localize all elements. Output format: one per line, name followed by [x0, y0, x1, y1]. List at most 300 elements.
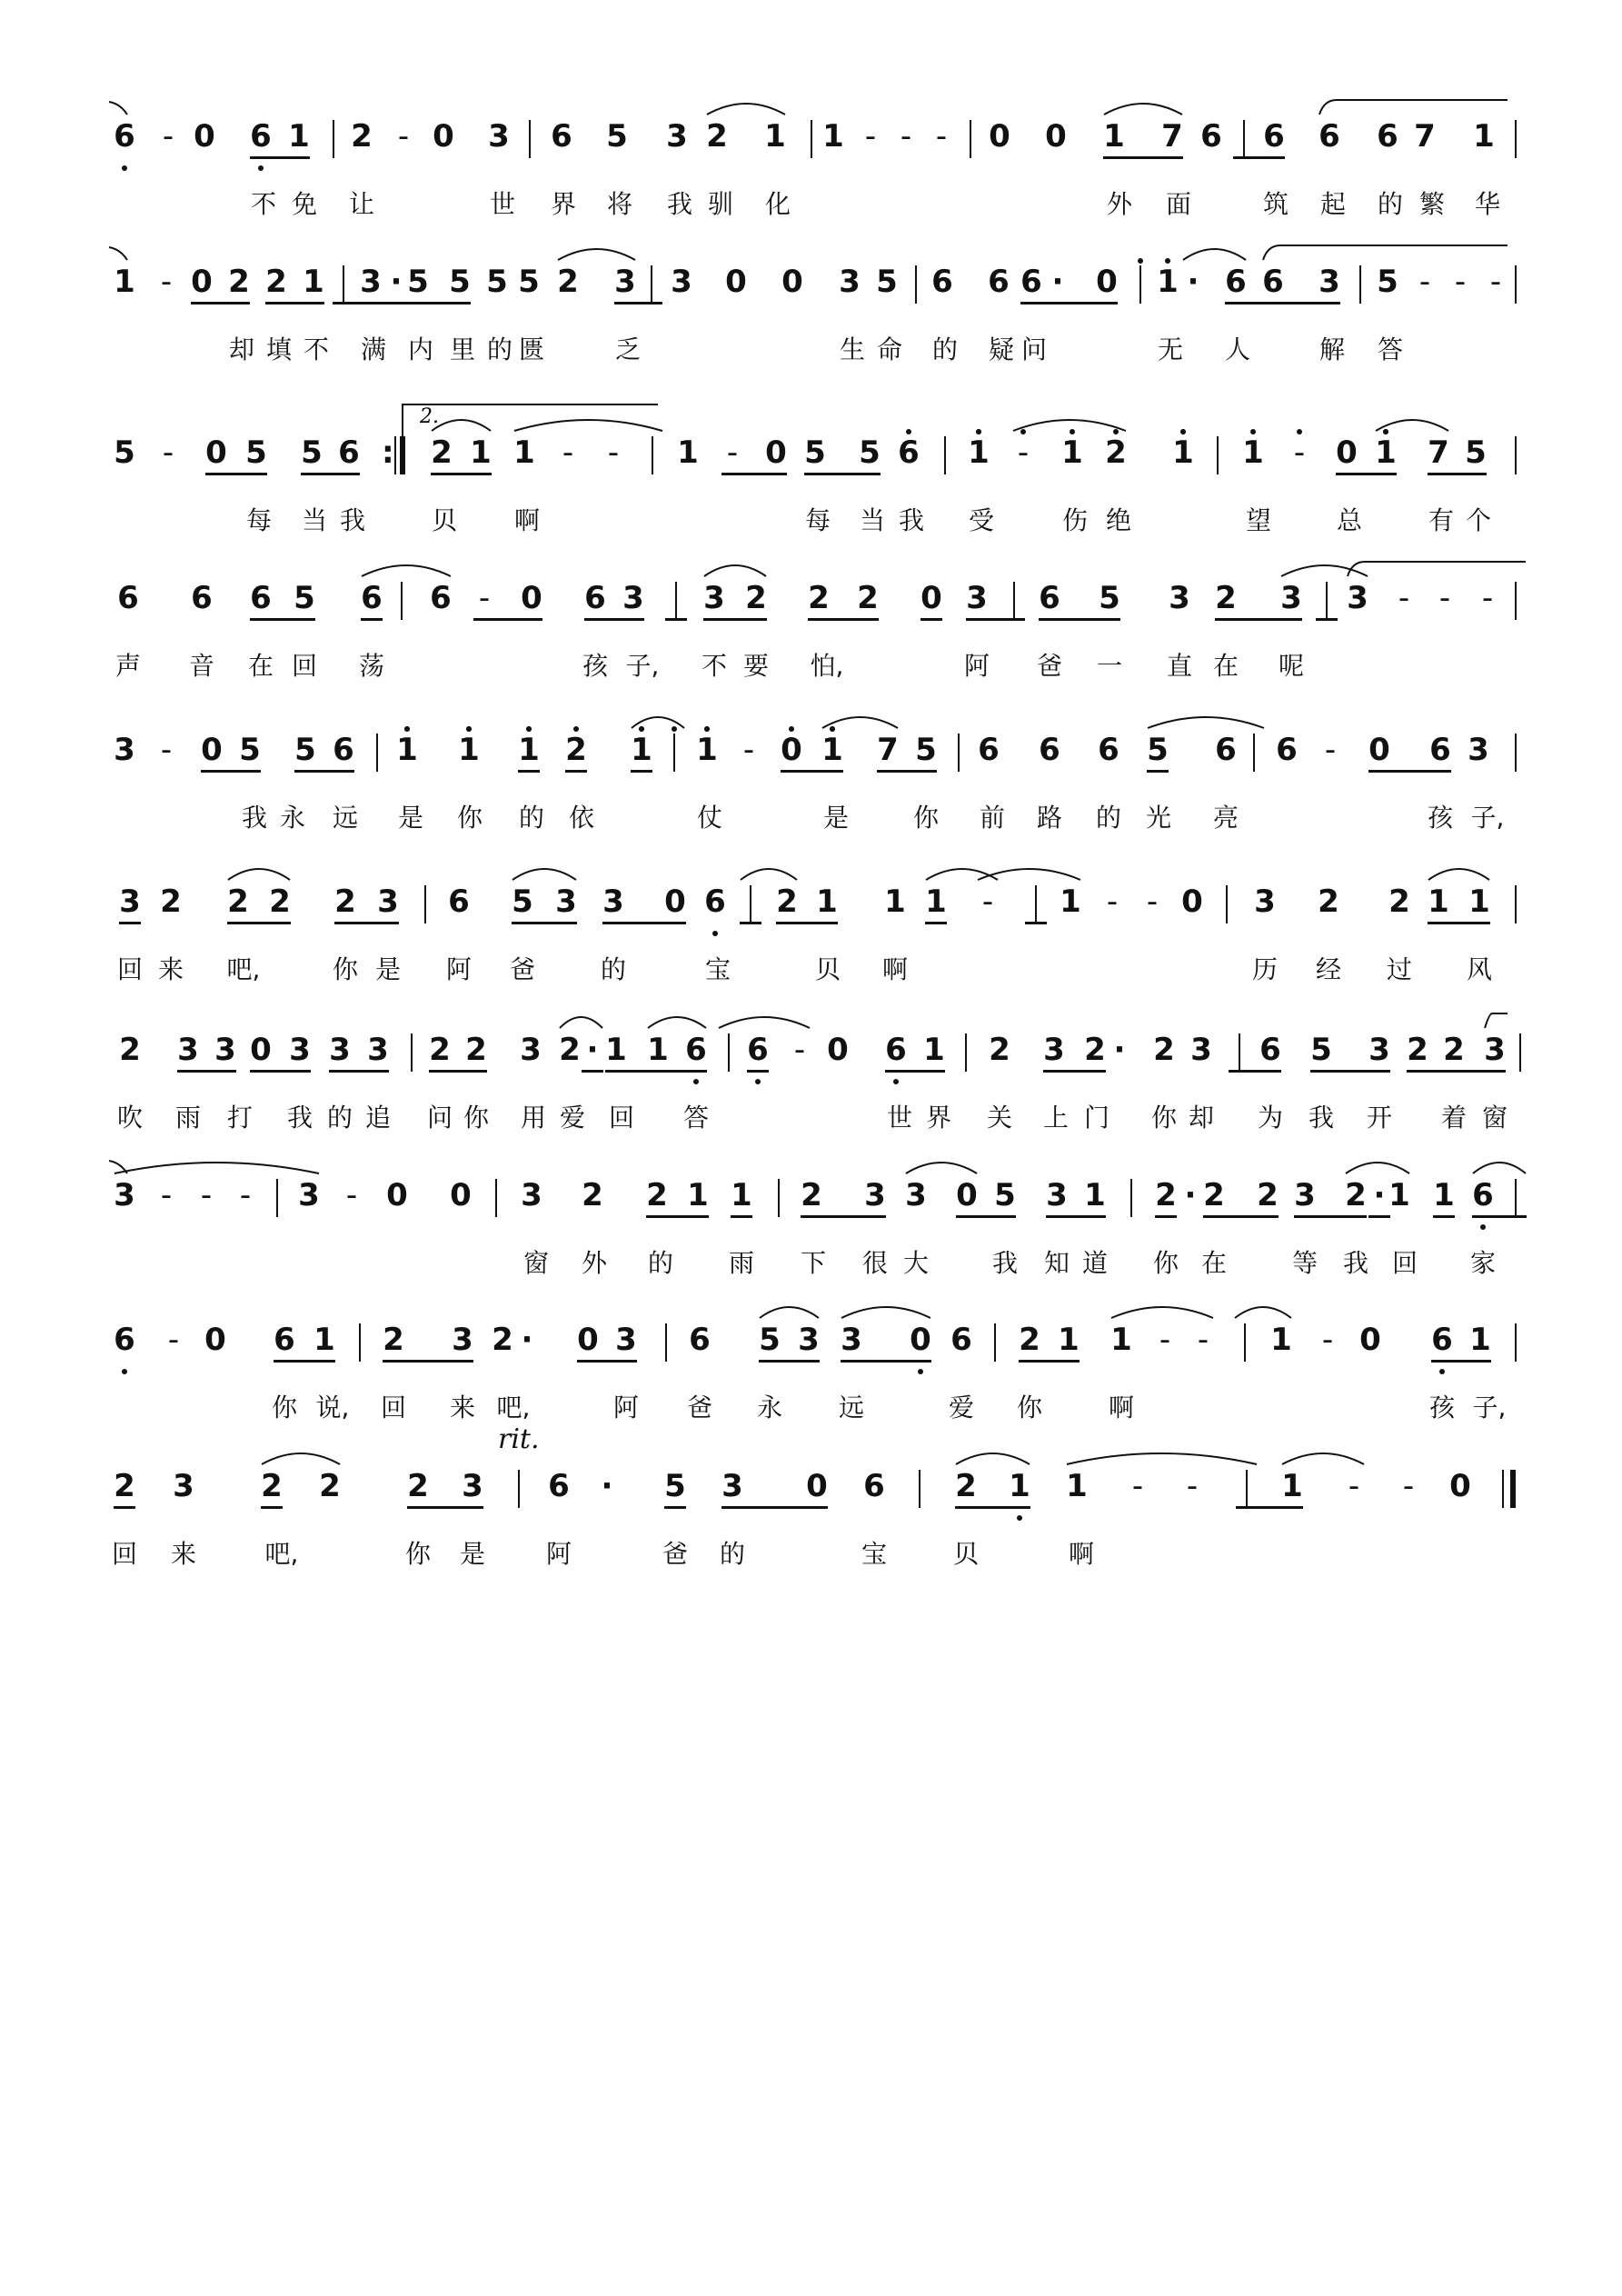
barline	[652, 436, 653, 474]
sustain-dash: -	[935, 118, 948, 155]
jianpu-note: 3	[1190, 1032, 1212, 1068]
jianpu-note: 2	[745, 580, 767, 616]
barline	[376, 734, 378, 772]
lyric-syllable: 你	[271, 1393, 298, 1423]
lyric-syllable: 一	[1096, 651, 1123, 681]
beam-underline	[1294, 1215, 1367, 1218]
beam-underline	[956, 1215, 1016, 1218]
jianpu-note: 3	[360, 264, 382, 300]
beam-underline	[631, 770, 652, 773]
slur-tie	[1066, 1448, 1258, 1466]
lyric-syllable: 的	[486, 334, 513, 364]
jianpu-note: 5	[512, 883, 533, 920]
barline	[1139, 265, 1141, 304]
lyric-syllable: 的	[600, 954, 627, 984]
beam-underline	[301, 473, 360, 475]
jianpu-note: 3	[367, 1032, 389, 1068]
jianpu-note: 6	[1020, 264, 1042, 300]
lyric-syllable: 上	[1042, 1103, 1070, 1133]
jianpu-note: 5	[245, 434, 267, 471]
sustain-dash: -	[239, 1177, 252, 1213]
jianpu-note: 1	[1469, 1322, 1491, 1358]
jianpu-note: 0	[450, 1177, 472, 1213]
lyric-syllable: 风	[1466, 954, 1493, 984]
lyric-syllable: 雨	[174, 1103, 202, 1133]
jianpu-note: 3	[602, 883, 624, 920]
jianpu-note: 6	[1098, 732, 1119, 768]
barline	[994, 1323, 996, 1362]
sustain-dash: -	[1438, 580, 1451, 616]
low-octave-dot	[1017, 1515, 1022, 1521]
barline	[944, 436, 946, 474]
lyric-syllable: 内	[407, 334, 434, 364]
beam-underline	[274, 1360, 335, 1363]
barline	[1244, 1323, 1246, 1362]
lyric-syllable: 依	[568, 803, 595, 833]
low-octave-dot	[755, 1079, 761, 1084]
barline	[1515, 582, 1517, 620]
lyric-syllable: 是	[374, 954, 402, 984]
lyric-syllable: 啊	[1068, 1539, 1095, 1569]
lyric-syllable: 我	[241, 803, 268, 833]
lyric-syllable: 啊	[881, 954, 909, 984]
beam-underline	[1084, 1215, 1106, 1218]
jianpu-note: 1	[923, 1032, 945, 1068]
slur-tie	[647, 1012, 707, 1030]
lyric-syllable: 解	[1318, 334, 1346, 364]
score-system-4	[0, 580, 1622, 716]
lyric-syllable: 华	[1474, 189, 1501, 219]
lyric-syllable: 阿	[445, 954, 473, 984]
sustain-dash: -	[160, 1177, 173, 1213]
barline	[1217, 436, 1219, 474]
sustain-dash: -	[167, 1322, 180, 1358]
sustain-dash: -	[1131, 1468, 1144, 1504]
lyric-syllable: 仗	[696, 803, 723, 833]
jianpu-note: 0	[725, 264, 747, 300]
jianpu-note: 0	[521, 580, 542, 616]
beam-underline	[877, 770, 937, 773]
jianpu-note: 3	[703, 580, 725, 616]
beam-underline	[582, 1070, 603, 1073]
beam-underline	[1443, 1070, 1506, 1073]
score-system-1	[0, 118, 1622, 255]
lyric-syllable: 的	[1377, 189, 1404, 219]
lyric-syllable: 我	[286, 1103, 313, 1133]
beam-underline	[1368, 770, 1451, 773]
high-octave-dot	[906, 429, 911, 434]
lyric-syllable: 开	[1366, 1103, 1393, 1133]
lyric-syllable: 问	[426, 1103, 453, 1133]
jianpu-note: 5	[1377, 264, 1398, 300]
lyric-syllable: 贝	[952, 1539, 980, 1569]
augmentation-dot: ·	[1373, 1177, 1386, 1213]
jianpu-note: 1	[696, 732, 718, 768]
jianpu-note: 2	[228, 264, 250, 300]
beam-underline	[1428, 473, 1487, 475]
jianpu-note: 0	[781, 264, 803, 300]
score-system-9	[0, 1322, 1622, 1458]
slur-tie	[1110, 1302, 1214, 1320]
jianpu-note: 6	[250, 118, 272, 155]
lyric-syllable: 很	[861, 1248, 889, 1278]
sustain-dash: -	[345, 1177, 358, 1213]
jianpu-note: 1	[1157, 264, 1179, 300]
jianpu-note: 6	[1431, 1322, 1453, 1358]
ritardando-marking: rit.	[498, 1423, 540, 1455]
barline	[1515, 120, 1517, 158]
lyric-syllable: 知	[1043, 1248, 1070, 1278]
beam-underline	[407, 1506, 483, 1509]
beam-underline	[1019, 1360, 1080, 1363]
jianpu-note: 1	[114, 264, 135, 300]
lyric-syllable: 填	[265, 334, 293, 364]
sustain-dash: -	[1324, 732, 1337, 768]
jianpu-note: 6	[1263, 118, 1285, 155]
lyric-syllable: 追	[364, 1103, 392, 1133]
lyric-syllable: 子,	[1472, 1393, 1507, 1423]
slur-tie	[1428, 863, 1490, 882]
beam-underline	[114, 1506, 135, 1509]
lyric-syllable: 答	[1377, 334, 1404, 364]
jianpu-note: 7	[1428, 434, 1449, 471]
lyric-syllable: 荡	[358, 651, 385, 681]
slur-tie	[1147, 712, 1265, 730]
slur-tie	[1345, 1157, 1410, 1175]
lyric-syllable: 匮	[518, 334, 545, 364]
jianpu-note: 3	[1043, 1032, 1065, 1068]
beam-underline	[177, 1070, 236, 1073]
lyric-syllable: 吧,	[496, 1393, 531, 1423]
jianpu-note: 3	[671, 264, 692, 300]
jianpu-note: 3	[214, 1032, 236, 1068]
jianpu-note: 1	[1060, 883, 1081, 920]
jianpu-note: 3	[1468, 732, 1489, 768]
lyric-syllable: 窗	[522, 1248, 550, 1278]
lyric-syllable: 爱	[948, 1393, 975, 1423]
slur-tie	[631, 712, 685, 730]
barline	[778, 1179, 780, 1217]
jianpu-note: 0	[920, 580, 942, 616]
beam-underline	[665, 618, 687, 621]
jianpu-note: 7	[1414, 118, 1436, 155]
jianpu-note: 6	[885, 1032, 907, 1068]
lyric-syllable: 的	[326, 1103, 353, 1133]
jianpu-note: 1	[518, 732, 540, 768]
lyric-syllable: 啊	[513, 505, 541, 535]
jianpu-note: 6	[1225, 264, 1247, 300]
augmentation-dot: ·	[601, 1468, 613, 1504]
score-system-3	[0, 434, 1622, 571]
beam-underline	[250, 156, 310, 159]
jianpu-note: 5	[1147, 732, 1169, 768]
jianpu-note: 6	[1262, 264, 1284, 300]
barline	[1515, 1179, 1517, 1217]
lyric-syllable: 门	[1083, 1103, 1110, 1133]
jianpu-note: 1	[1428, 883, 1449, 920]
beam-underline	[250, 618, 315, 621]
augmentation-dot: ·	[1187, 264, 1199, 300]
barline	[651, 265, 652, 304]
barline	[1515, 885, 1517, 923]
jianpu-note: 2	[955, 1468, 977, 1504]
barline	[958, 734, 960, 772]
lyric-syllable: 我	[1308, 1103, 1335, 1133]
barline	[919, 1470, 920, 1508]
lyric-syllable: 着	[1440, 1103, 1468, 1133]
lyric-syllable: 回	[380, 1393, 407, 1423]
jianpu-note: 1	[605, 1032, 627, 1068]
lyric-syllable: 子,	[625, 651, 660, 681]
jianpu-note: 1	[677, 434, 699, 471]
lyric-syllable: 里	[449, 334, 476, 364]
jianpu-note: 2	[1345, 1177, 1367, 1213]
slur-tie	[740, 863, 798, 882]
beam-underline	[664, 1506, 686, 1509]
lyric-syllable: 来	[170, 1539, 197, 1569]
jianpu-note: 3	[452, 1322, 473, 1358]
slur-tie	[1234, 1302, 1292, 1320]
jianpu-note: 6	[333, 732, 354, 768]
barline	[1515, 1323, 1517, 1362]
lyric-syllable: 让	[348, 189, 375, 219]
jianpu-note: 1	[458, 732, 480, 768]
jianpu-note: 3	[1347, 580, 1368, 616]
beam-underline	[1236, 1506, 1303, 1509]
lyric-syllable: 回	[291, 651, 318, 681]
slur-tie	[559, 1012, 603, 1030]
lyric-syllable: 每	[245, 505, 273, 535]
jianpu-note: 3	[1254, 883, 1276, 920]
lyric-syllable: 声	[114, 651, 142, 681]
barline	[1226, 885, 1228, 923]
sustain-dash: -	[562, 434, 574, 471]
beam-underline	[119, 922, 141, 924]
jianpu-note: 0	[956, 1177, 978, 1213]
jianpu-note: 3	[377, 883, 399, 920]
lyric-syllable: 却	[1188, 1103, 1215, 1133]
lyric-syllable: 是	[459, 1539, 486, 1569]
lyric-syllable: 的	[719, 1539, 746, 1569]
score-system-6	[0, 883, 1622, 1020]
high-octave-dot	[1165, 258, 1170, 264]
jianpu-note: 0	[191, 264, 213, 300]
jianpu-note: 5	[518, 264, 540, 300]
score-system-8	[0, 1177, 1622, 1313]
beam-underline	[265, 302, 324, 304]
beam-underline	[925, 922, 947, 924]
sustain-dash: -	[1197, 1322, 1209, 1358]
second-ending-bracket	[402, 404, 658, 436]
lyric-syllable: 望	[1245, 505, 1272, 535]
jianpu-note: 1	[821, 732, 843, 768]
lyric-syllable: 问	[1020, 334, 1048, 364]
jianpu-note: 2	[465, 1032, 487, 1068]
lyric-syllable: 远	[838, 1393, 865, 1423]
jianpu-note: 0	[204, 1322, 226, 1358]
beam-underline	[205, 473, 267, 475]
jianpu-note: 6	[1215, 732, 1237, 768]
lyric-syllable: 的	[518, 803, 545, 833]
barline	[518, 1470, 520, 1508]
beam-underline	[577, 1360, 637, 1363]
lyric-syllable: 远	[332, 803, 359, 833]
lyric-syllable: 阿	[963, 651, 990, 681]
jianpu-note: 0	[765, 434, 787, 471]
lyric-syllable: 我	[339, 505, 366, 535]
jianpu-note: 1	[396, 732, 418, 768]
jianpu-note: 6	[704, 883, 726, 920]
sustain-dash: -	[1398, 580, 1410, 616]
barline	[1515, 436, 1517, 474]
jianpu-note: 6	[250, 580, 272, 616]
beam-underline	[703, 618, 767, 621]
beam-underline	[250, 1070, 311, 1073]
sustain-dash: -	[1481, 580, 1494, 616]
jianpu-note: 1	[1066, 1468, 1088, 1504]
beam-underline	[1020, 302, 1118, 304]
sustain-dash: -	[200, 1177, 213, 1213]
lyric-syllable: 爱	[559, 1103, 586, 1133]
lyric-syllable: 命	[876, 334, 903, 364]
jianpu-note: 6	[1318, 118, 1340, 155]
sustain-dash: -	[1418, 264, 1431, 300]
lyric-syllable: 我	[666, 189, 693, 219]
lyric-syllable: 疑	[988, 334, 1015, 364]
jianpu-note: 2	[1407, 1032, 1428, 1068]
jianpu-note: 5	[486, 264, 508, 300]
jianpu-note: 7	[1161, 118, 1183, 155]
jianpu-note: 2	[160, 883, 182, 920]
lyric-syllable: 绝	[1105, 505, 1132, 535]
lyric-syllable: 当	[859, 505, 886, 535]
jianpu-note: 3	[1046, 1177, 1068, 1213]
lyric-syllable: 总	[1336, 505, 1363, 535]
lyric-syllable: 来	[157, 954, 184, 984]
jianpu-note: 3	[119, 883, 141, 920]
high-octave-dot	[404, 726, 410, 732]
jianpu-note: 5	[294, 732, 316, 768]
beam-underline	[759, 1360, 820, 1363]
repeat-dots: :	[382, 434, 394, 471]
beam-underline	[1039, 618, 1120, 621]
jianpu-note: 2	[1153, 1032, 1175, 1068]
beam-underline	[955, 1506, 1030, 1509]
slur-tie	[108, 98, 128, 116]
jianpu-note: 3	[521, 1177, 542, 1213]
beam-underline	[776, 922, 838, 924]
jianpu-note: 3	[622, 580, 644, 616]
jianpu-note: 2	[227, 883, 249, 920]
jianpu-note: 2	[1155, 1177, 1177, 1213]
sustain-dash: -	[742, 732, 755, 768]
jianpu-note: 1	[647, 1032, 669, 1068]
jianpu-note: 3	[1318, 264, 1340, 300]
lyric-syllable: 子,	[1470, 803, 1505, 833]
sustain-dash: -	[1106, 883, 1119, 920]
jianpu-note: 2	[801, 1177, 822, 1213]
lyric-syllable: 贝	[431, 505, 458, 535]
lyric-syllable: 伤	[1061, 505, 1089, 535]
high-octave-dot	[1138, 258, 1143, 264]
barline	[495, 1179, 497, 1217]
lyric-syllable: 界	[550, 189, 577, 219]
high-octave-dot	[704, 726, 710, 732]
augmentation-dot: ·	[1051, 264, 1064, 300]
beam-underline	[602, 922, 686, 924]
barline	[750, 885, 751, 923]
jianpu-note: 1	[470, 434, 492, 471]
lyric-syllable: 回	[608, 1103, 635, 1133]
lyric-syllable: 你	[456, 803, 483, 833]
jianpu-note: 6	[274, 1322, 295, 1358]
beam-underline	[1155, 1215, 1177, 1218]
lyric-syllable: 吧,	[226, 954, 261, 984]
lyric-syllable: 外	[1106, 189, 1133, 219]
jianpu-note: 6	[1039, 732, 1060, 768]
sustain-dash: -	[1159, 1322, 1171, 1358]
barline	[411, 1033, 413, 1072]
slur-tie	[718, 1012, 811, 1030]
sustain-dash: -	[397, 118, 410, 155]
lyric-syllable: 免	[291, 189, 318, 219]
jianpu-note: 5	[1310, 1032, 1332, 1068]
jianpu-note: 3	[555, 883, 577, 920]
beam-underline	[920, 618, 942, 621]
slur-tie	[1375, 414, 1449, 433]
jianpu-note: 3	[173, 1468, 194, 1504]
lyric-syllable: 路	[1036, 803, 1063, 833]
jianpu-note: 2	[492, 1322, 513, 1358]
jianpu-note: 2	[119, 1032, 141, 1068]
barline	[970, 120, 971, 158]
jianpu-note: 1	[1110, 1322, 1132, 1358]
barline	[675, 582, 677, 620]
lyric-syllable: 我	[898, 505, 925, 535]
beam-underline	[1431, 1360, 1491, 1363]
lyric-syllable: 关	[986, 1103, 1013, 1133]
beam-underline	[1428, 922, 1490, 924]
jianpu-note: 6	[1259, 1032, 1281, 1068]
jianpu-note: 1	[1433, 1177, 1455, 1213]
slur-tie	[841, 1302, 931, 1320]
jianpu-note: 2	[269, 883, 291, 920]
barline	[1130, 1179, 1132, 1217]
jianpu-note: 2	[776, 883, 798, 920]
jianpu-note: 1	[288, 118, 310, 155]
sustain-dash: -	[1348, 1468, 1360, 1504]
beam-underline	[1229, 1070, 1281, 1073]
beam-underline	[1233, 156, 1285, 159]
beam-underline	[329, 1070, 389, 1073]
jianpu-note: 0	[577, 1322, 599, 1358]
slur-tie	[703, 560, 767, 578]
jianpu-note: 2	[1105, 434, 1127, 471]
lyric-syllable: 孩	[1428, 1393, 1456, 1423]
jianpu-note: 6	[1276, 732, 1298, 768]
lyric-syllable: 历	[1251, 954, 1279, 984]
jianpu-note: 2	[989, 1032, 1010, 1068]
sustain-dash: -	[478, 580, 491, 616]
jianpu-note: 2	[1388, 883, 1410, 920]
beam-underline	[808, 618, 879, 621]
lyric-syllable: 的	[931, 334, 959, 364]
jianpu-note: 3	[841, 1322, 862, 1358]
low-octave-dot	[693, 1079, 699, 1084]
jianpu-note: 0	[664, 883, 686, 920]
sustain-dash: -	[160, 732, 173, 768]
jianpu-note: 1	[1270, 1322, 1292, 1358]
